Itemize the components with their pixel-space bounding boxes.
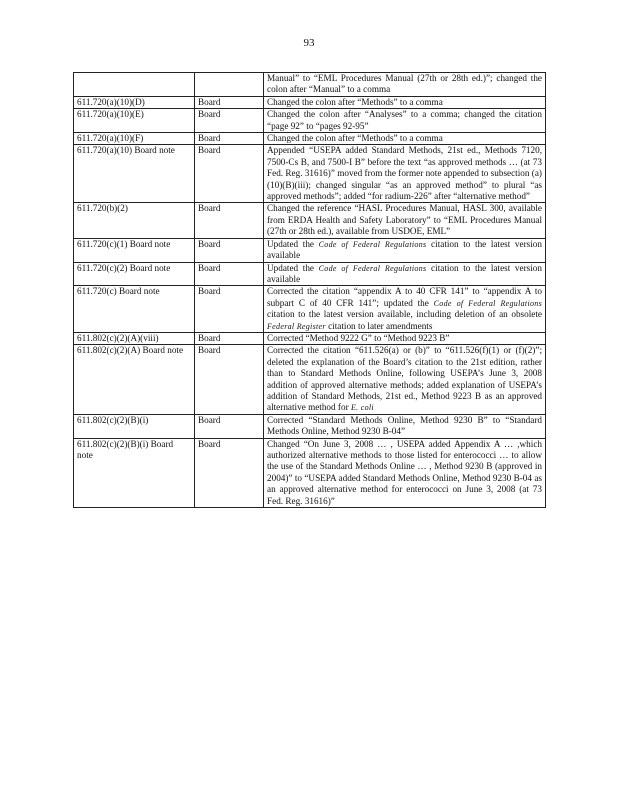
- description-text: Appended “USEPA added Standard Methods, 21st ed., Methods 7120, 7500-Cs B, and 7500-I B” before the text “as approved methods … (at 73 Fed. Reg. 31616)” moved from the former note appended to subsection (a)(10)(B)(iii); changed singular “as an approved method” to plural “as approved methods”; added “for radium-226” after “alternative method”: [267, 145, 542, 202]
- description-cell: [264, 133, 546, 145]
- table-row: [74, 133, 546, 145]
- amendments-table-body: [74, 73, 546, 508]
- section-cell: 611.720(c)(1) Board note: [74, 238, 195, 262]
- section-cell: 611.802(c)(2)(B)(i): [74, 414, 195, 438]
- table-row: [74, 286, 546, 333]
- source-cell: Board: [195, 438, 264, 507]
- amendments-table: [73, 72, 546, 508]
- description-cell: [264, 203, 546, 238]
- description-cell: [264, 145, 546, 203]
- table-row: [74, 109, 546, 133]
- description-text: Changed the colon after “Methods” to a comma: [267, 96, 443, 107]
- table-row: [74, 345, 546, 414]
- table-row: [74, 262, 546, 286]
- section-cell: 611.720(b)(2): [74, 203, 195, 238]
- description-cell: [264, 96, 546, 108]
- italic-citation: Code of Federal Regulations: [433, 298, 542, 308]
- source-cell: Board: [195, 133, 264, 145]
- table-row: [74, 73, 546, 97]
- italic-citation: Code of Federal Regulations: [318, 263, 427, 273]
- table-row: [74, 96, 546, 108]
- description-cell: [264, 73, 546, 97]
- source-cell: Board: [195, 345, 264, 414]
- description-cell: [264, 414, 546, 438]
- section-cell: 611.720(a)(10) Board note: [74, 145, 195, 203]
- description-text: Corrected “Method 9222 G” to “Method 9223 B”: [267, 332, 450, 343]
- description-text: citation to the latest version available, including deletion of an obsolete: [267, 309, 542, 320]
- description-text: Changed the colon after “Analyses” to a comma; changed the citation “page 92” to “pages 92-95”: [267, 109, 542, 131]
- description-cell: [264, 238, 546, 262]
- source-cell: Board: [195, 145, 264, 203]
- source-cell: Board: [195, 238, 264, 262]
- description-cell: [264, 438, 546, 507]
- source-cell: Board: [195, 96, 264, 108]
- description-cell: [264, 262, 546, 286]
- description-text: Updated the: [267, 262, 319, 273]
- italic-citation: Code of Federal Regulations: [318, 239, 427, 249]
- table-row: [74, 332, 546, 344]
- source-cell: Board: [195, 332, 264, 344]
- section-cell: 611.802(c)(2)(A) Board note: [74, 345, 195, 414]
- section-cell: 611.720(c) Board note: [74, 286, 195, 333]
- description-cell: [264, 332, 546, 344]
- table-row: [74, 438, 546, 507]
- source-cell: [195, 73, 264, 97]
- description-cell: [264, 109, 546, 133]
- description-text: citation to later amendments: [325, 320, 433, 331]
- description-text: Corrected “Standard Methods Online, Method 9230 B” to “Standard Methods Online, Method 9230 B-04”: [267, 414, 542, 437]
- description-text: Corrected the citation “appendix A to 40 CFR 141” to “appendix A to subpart C of 40 CFR 141”; updated the: [267, 286, 542, 308]
- description-text: Manual” to “EML Procedures Manual (27th or 28th ed.)”; changed the colon after “Manual” to a comma: [267, 73, 542, 95]
- description-text: Corrected the citation “611.526(a) or (b)” to “611.526(f)(1) or (f)(2)”; deleted the explanation of the Board’s citation to the 21st edition, rather than to Standard Methods Online, following USEPA’s June 3, 2008 addition of approved alternative methods; added explanation of USEPA’s addition of Standard Methods, 21st ed., Method 9223 B as an approved alternative method for: [267, 345, 542, 413]
- source-cell: Board: [195, 414, 264, 438]
- section-cell: 611.720(a)(10)(E): [74, 109, 195, 133]
- description-cell: [264, 345, 546, 414]
- italic-citation: E. coli: [350, 403, 374, 413]
- source-cell: Board: [195, 262, 264, 286]
- section-cell: [74, 73, 195, 97]
- description-text: Changed the reference “HASL Procedures Manual, HASL 300, available from ERDA Health and Safety Laboratory” to “EML Procedures Manual (27th or 28th ed.), available from USDOE, EML”: [267, 203, 542, 237]
- section-cell: 611.720(a)(10)(F): [74, 133, 195, 145]
- section-cell: 611.720(c)(2) Board note: [74, 262, 195, 286]
- description-text: Changed the colon after “Methods” to a comma: [267, 133, 443, 144]
- section-cell: 611.720(a)(10)(D): [74, 96, 195, 108]
- italic-citation: Federal Register: [267, 321, 326, 331]
- description-cell: [264, 286, 546, 333]
- description-text: Changed “On June 3, 2008 … , USEPA added Appendix A … ,which authorized alternative methods to those listed for enterococci … to allow the use of the Standard Methods Online … , Method 9230 B (approved in 2004)” to “USEPA added Standard Methods Online, Method 9230 B-04 as an approved alternative method for enterococci on June 3, 2008 (at 73 Fed. Reg. 31616)”: [267, 438, 542, 506]
- description-text: Updated the: [267, 238, 319, 249]
- description-text: citation to the latest version available: [267, 238, 542, 261]
- source-cell: Board: [195, 286, 264, 333]
- section-cell: 611.802(c)(2)(B)(i) Board note: [74, 438, 195, 507]
- table-row: [74, 414, 546, 438]
- page-number: 93: [303, 37, 315, 49]
- table-row: [74, 203, 546, 238]
- source-cell: Board: [195, 109, 264, 133]
- table-row: [74, 238, 546, 262]
- source-cell: Board: [195, 203, 264, 238]
- description-text: citation to the latest version available: [267, 262, 542, 284]
- table-row: [74, 145, 546, 203]
- section-cell: 611.802(c)(2)(A)(viii): [74, 332, 195, 344]
